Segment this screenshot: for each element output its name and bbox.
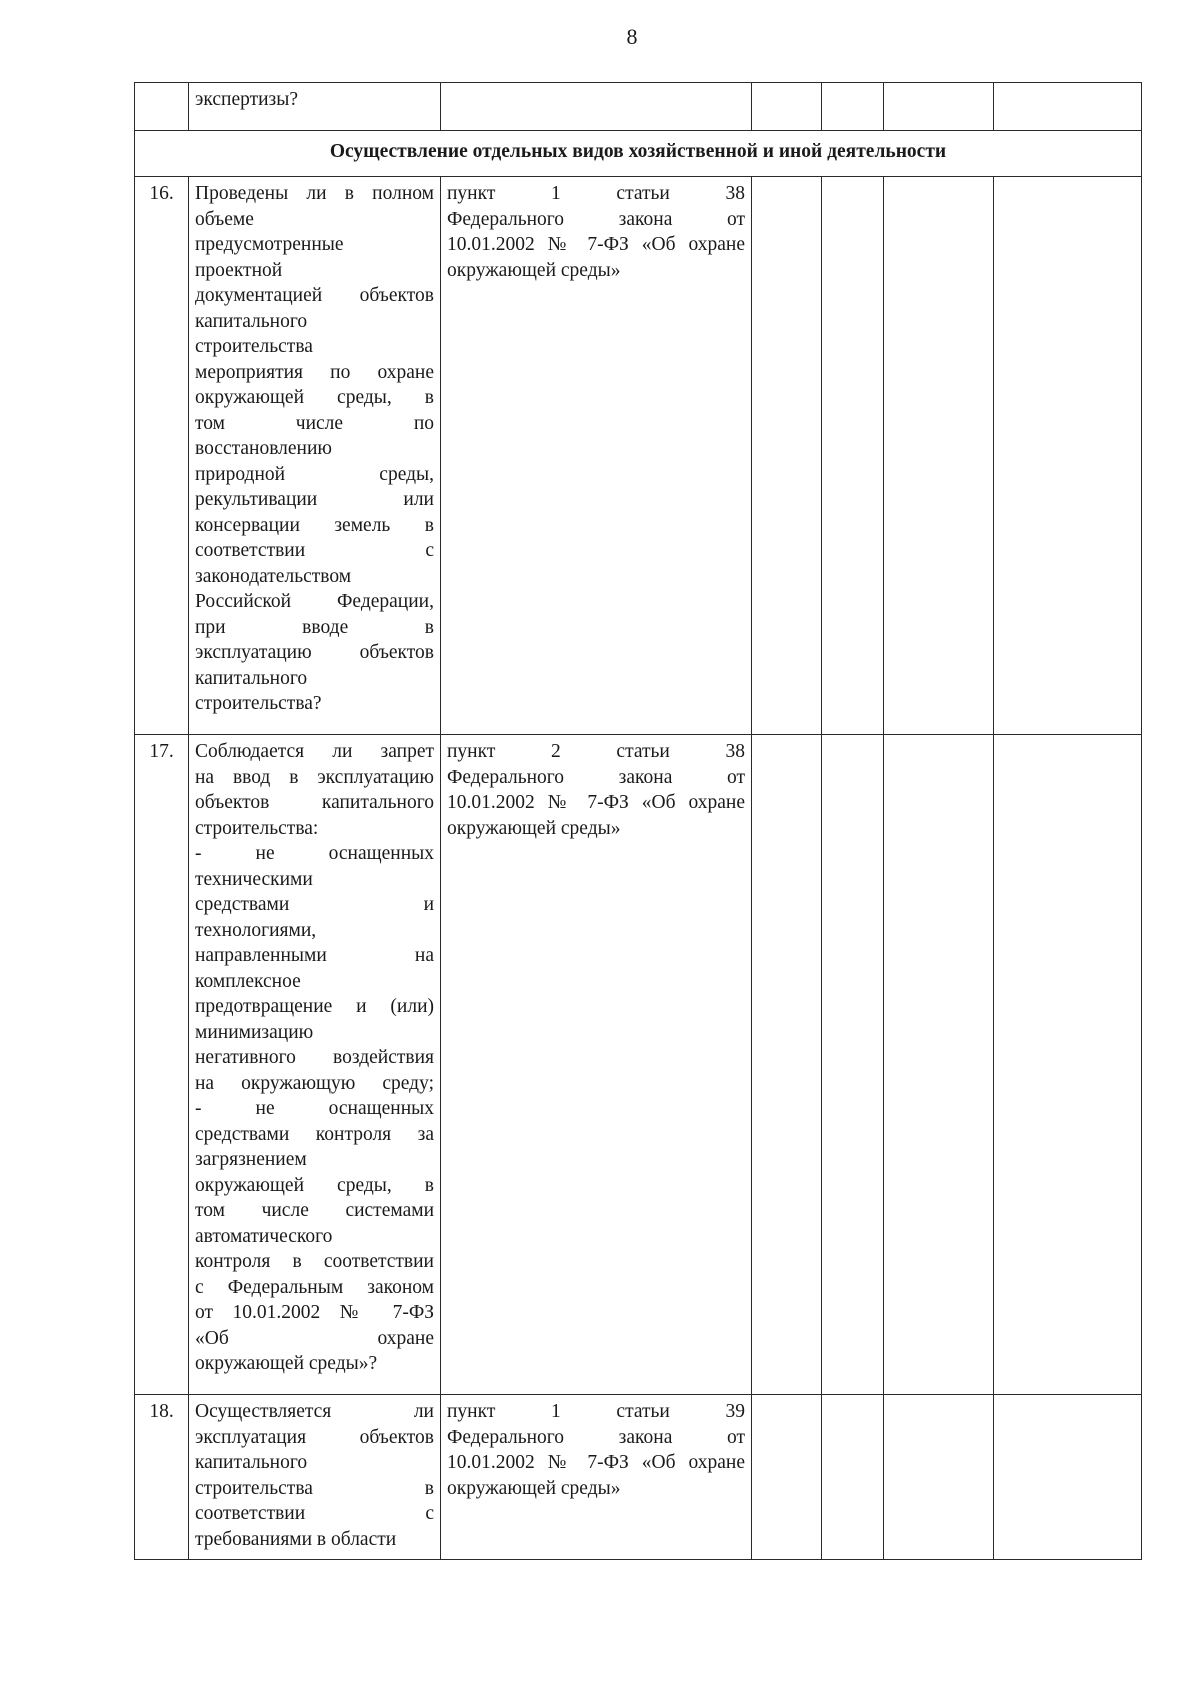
question-line: соответствии с <box>195 1503 434 1524</box>
question-line: строительства? <box>195 693 322 714</box>
question-line: законодательством <box>195 565 352 587</box>
basis-line: 10.01.2002 № 7-ФЗ «Об охране <box>447 1452 745 1473</box>
question-line: строительства: <box>195 817 319 839</box>
page-number: 8 <box>626 24 638 49</box>
question-line: Соблюдается ли запрет <box>195 741 434 762</box>
question-line: при вводе в <box>195 616 434 638</box>
question-line: окружающей среды, в <box>195 387 434 408</box>
basis-line: пункт 1 статьи 39 <box>447 1401 745 1422</box>
answer-no-cell <box>822 1395 884 1560</box>
answer-yes-cell <box>752 735 822 1395</box>
question-line: проектной <box>195 259 283 281</box>
note-cell <box>994 83 1142 131</box>
question-line: рекультивации или <box>195 489 434 510</box>
question-cell <box>189 1395 441 1560</box>
basis-line: 10.01.2002 № 7-ФЗ «Об охране <box>447 234 745 255</box>
question-line: от 10.01.2002 № 7-ФЗ <box>195 1302 434 1323</box>
question-cell <box>189 177 441 735</box>
answer-na-cell <box>884 83 994 131</box>
question-line: минимизацию <box>195 1021 314 1043</box>
question-cell <box>189 735 441 1395</box>
question-line: на окружающую среду; <box>195 1072 434 1094</box>
answer-no-cell <box>822 83 884 131</box>
question-line: соответствии с <box>195 540 434 561</box>
basis-line: окружающей среды» <box>447 817 621 839</box>
section-title: Осуществление отдельных видов хозяйственной и иной деятельности <box>135 131 1142 177</box>
row-number: 16. <box>135 177 189 735</box>
answer-no-cell <box>822 735 884 1395</box>
question-line: капитального <box>195 310 308 332</box>
basis-line: Федерального закона от <box>447 1426 745 1448</box>
question-line: направленными на <box>195 945 434 966</box>
question-line: Осуществляется ли <box>195 1401 434 1422</box>
question-line: объеме <box>195 208 254 230</box>
answer-yes-cell <box>752 177 822 735</box>
row-number: 18. <box>135 1395 189 1560</box>
question-line: техническими <box>195 868 313 890</box>
question-line: капитального <box>195 1452 308 1473</box>
question-line: требованиями в области <box>195 1528 397 1550</box>
question-line: окружающей среды, в <box>195 1174 434 1196</box>
answer-na-cell <box>884 1395 994 1560</box>
question-line: загрязнением <box>195 1149 307 1170</box>
note-cell <box>994 735 1142 1395</box>
note-cell <box>994 1395 1142 1560</box>
basis-line: пункт 1 статьи 38 <box>447 183 745 204</box>
section-header-row <box>135 131 1142 177</box>
row-number: 17. <box>135 735 189 1395</box>
question-line: строительства <box>195 336 313 357</box>
checklist-table <box>134 82 1142 1560</box>
answer-yes-cell <box>752 1395 822 1560</box>
question-line: - не оснащенных <box>195 843 434 864</box>
question-line: предотвращение и (или) <box>195 996 434 1017</box>
note-cell <box>994 177 1142 735</box>
answer-na-cell <box>884 735 994 1395</box>
table-row <box>135 735 1142 1395</box>
answer-na-cell <box>884 177 994 735</box>
basis-cell <box>441 1395 752 1560</box>
question-line: мероприятия по охране <box>195 361 434 383</box>
question-line: экспертизы? <box>195 89 299 110</box>
question-line: консервации земель в <box>195 514 434 536</box>
basis-line: 10.01.2002 № 7-ФЗ «Об охране <box>447 792 745 813</box>
question-line: капитального <box>195 667 308 689</box>
question-line: средствами и <box>195 894 434 915</box>
basis-cell <box>441 177 752 735</box>
basis-line: Федерального закона от <box>447 766 745 788</box>
question-line: Российской Федерации, <box>195 591 434 612</box>
question-line: объектов капитального <box>195 792 434 813</box>
number-cell <box>135 83 189 131</box>
question-line: автоматического <box>195 1225 333 1247</box>
question-line: окружающей среды»? <box>195 1353 378 1374</box>
table-row <box>135 1395 1142 1560</box>
question-line: документацией объектов <box>195 285 434 306</box>
question-line: с Федеральным законом <box>195 1276 434 1298</box>
question-cell <box>189 83 441 131</box>
question-line: «Об охране <box>195 1327 434 1349</box>
question-line: технологиями, <box>195 919 317 941</box>
answer-yes-cell <box>752 83 822 131</box>
question-line: средствами контроля за <box>195 1123 434 1145</box>
question-line: контроля в соответствии <box>195 1251 434 1272</box>
basis-cell <box>441 83 752 131</box>
question-line: строительства в <box>195 1477 434 1499</box>
basis-line: окружающей среды» <box>447 1477 621 1499</box>
question-line: том числе по <box>195 412 434 434</box>
basis-line: окружающей среды» <box>447 259 621 281</box>
question-line: комплексное <box>195 970 301 992</box>
answer-no-cell <box>822 177 884 735</box>
question-line: том числе системами <box>195 1200 434 1221</box>
question-line: восстановлению <box>195 438 332 459</box>
basis-line: Федерального закона от <box>447 208 745 230</box>
question-line: на ввод в эксплуатацию <box>195 766 434 788</box>
question-line: эксплуатация объектов <box>195 1426 434 1448</box>
question-line: эксплуатацию объектов <box>195 642 434 663</box>
continuation-row <box>135 83 1142 131</box>
basis-line: пункт 2 статьи 38 <box>447 741 745 762</box>
question-line: негативного воздействия <box>195 1047 434 1068</box>
question-line: предусмотренные <box>195 234 344 255</box>
table-row <box>135 177 1142 735</box>
question-line: природной среды, <box>195 463 434 485</box>
basis-cell <box>441 735 752 1395</box>
question-line: Проведены ли в полном <box>195 183 434 204</box>
question-line: - не оснащенных <box>195 1098 434 1119</box>
